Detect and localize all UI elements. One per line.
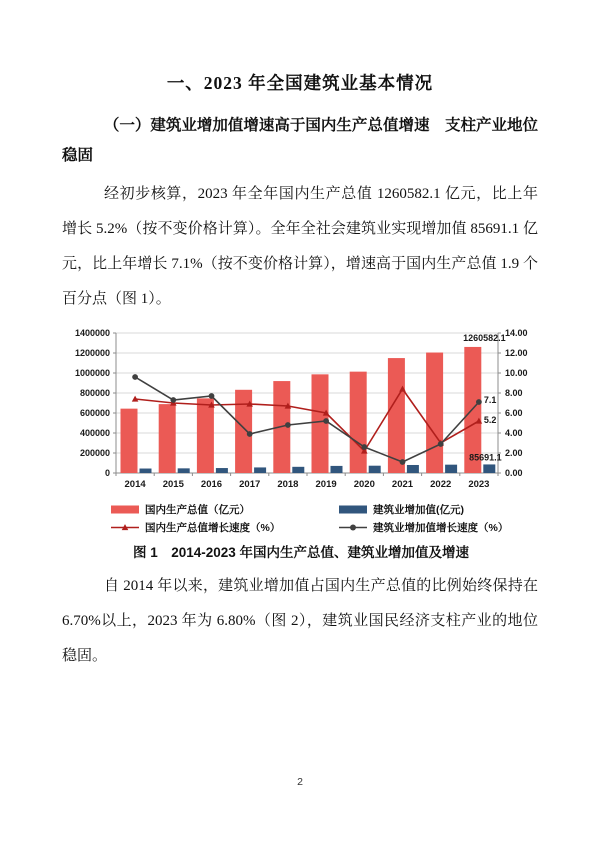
legend-item-gdp-bar: [73, 502, 301, 517]
svg-text:2016: 2016: [200, 479, 223, 490]
svg-text:2021: 2021: [391, 479, 414, 490]
svg-text:2014: 2014: [124, 479, 146, 490]
chart-legend: [62, 502, 540, 535]
svg-text:6.00: 6.00: [505, 408, 523, 418]
section-heading: （一）建筑业增加值增速高于国内生产总值增速 支柱产业地位稳固: [62, 117, 538, 164]
svg-text:10.00: 10.00: [505, 368, 528, 378]
legend-item-gdp-growth-line: [73, 520, 301, 535]
svg-text:800000: 800000: [79, 388, 110, 398]
page-title: 一、2023 年全国建筑业基本情况: [166, 73, 434, 93]
paragraph-2: 自 2014 年以来，建筑业增加值占国内生产总值的比例始终保持在 6.70%以上，2023 年为 6.80%（图 2），建筑业国民经济支柱产业的地位稳固。: [62, 578, 538, 664]
svg-text:2022: 2022: [430, 479, 452, 490]
svg-text:2.00: 2.00: [505, 448, 523, 458]
figure-1: [62, 323, 540, 561]
svg-text:2023: 2023: [468, 479, 490, 490]
svg-text:2018: 2018: [277, 479, 299, 490]
svg-text:4.00: 4.00: [505, 428, 523, 438]
svg-text:2020: 2020: [353, 479, 375, 490]
svg-text:2017: 2017: [239, 479, 261, 490]
svg-text:1000000: 1000000: [74, 368, 110, 378]
legend-swatch-gdp-bar: [111, 504, 141, 515]
legend-label-gdp-growth-line: 国内生产总值增长速度（%）: [145, 522, 281, 534]
svg-text:85691.1: 85691.1: [469, 452, 502, 463]
svg-text:2015: 2015: [162, 479, 184, 490]
legend-label-gdp-bar: 国内生产总值（亿元）: [145, 504, 250, 516]
svg-text:200000: 200000: [79, 448, 110, 458]
svg-text:0.00: 0.00: [505, 468, 523, 478]
svg-text:0: 0: [104, 468, 110, 478]
svg-text:2019: 2019: [315, 479, 337, 490]
svg-text:600000: 600000: [79, 408, 110, 418]
legend-label-cva-growth-line: 建筑业增加值增长速度（%）: [373, 522, 509, 534]
paragraph-1: 经初步核算，2023 年全年国内生产总值 1260582.1 亿元，比上年增长 5.2%（按不变价格计算）。全年全社会建筑业实现增加值 85691.1 亿元，比上年增长 7.1%（按不变价格计算），增速高于国内生产总值 1.9 个百分点（图 1）。: [62, 186, 538, 307]
svg-text:7.1: 7.1: [483, 395, 497, 405]
figure1-chart: [62, 323, 540, 501]
figure1-caption: 图 1 2014-2023 年国内生产总值、建筑业增加值及增速: [132, 545, 470, 560]
legend-swatch-gdp-growth-line: [111, 522, 141, 533]
legend-swatch-cva-bar: [339, 504, 369, 515]
legend-swatch-cva-growth-line: [339, 522, 369, 533]
svg-text:5.2: 5.2: [483, 415, 497, 425]
svg-text:12.00: 12.00: [505, 348, 528, 358]
legend-label-cva-bar: 建筑业增加值(亿元): [373, 504, 464, 516]
legend-item-cva-growth-line: [301, 520, 529, 535]
svg-text:1260582.1: 1260582.1: [463, 332, 506, 343]
page-number: 2: [297, 776, 303, 788]
svg-text:400000: 400000: [79, 428, 110, 438]
svg-text:1200000: 1200000: [74, 348, 110, 358]
legend-item-cva-bar: [301, 502, 529, 517]
svg-text:8.00: 8.00: [505, 388, 523, 398]
svg-text:14.00: 14.00: [505, 328, 528, 338]
svg-text:1400000: 1400000: [74, 328, 110, 338]
